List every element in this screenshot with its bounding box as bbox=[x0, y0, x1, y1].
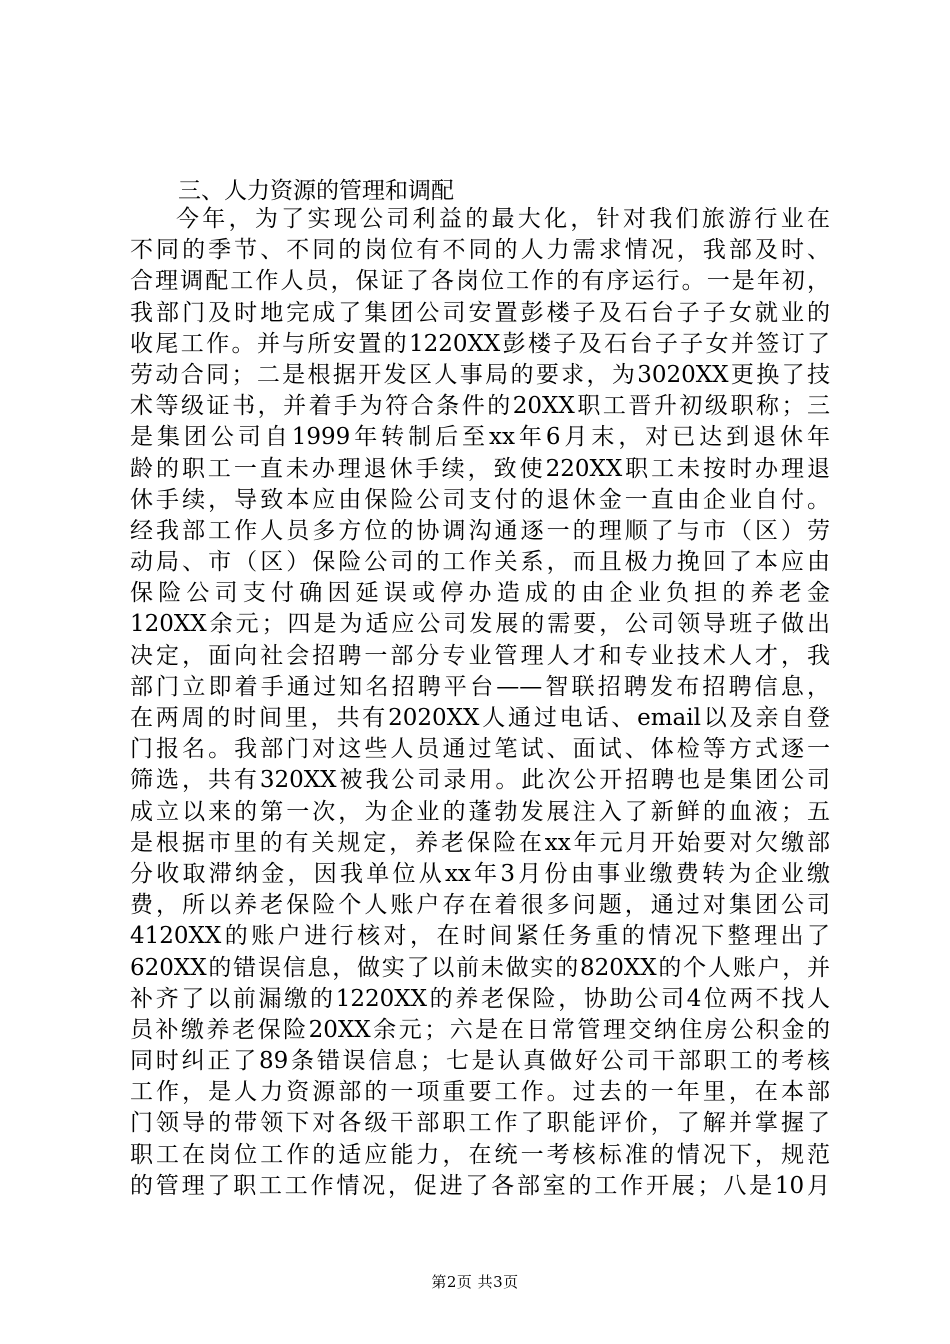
paragraph-line: 劳动合同；二是根据开发区人事局的要求，为3020XX更换了技 bbox=[130, 361, 830, 388]
paragraph-line: 同时纠正了89条错误信息；七是认真做好公司干部职工的考核 bbox=[130, 1048, 830, 1075]
paragraph-line: 在两周的时间里，共有2020XX人通过电话、email以及亲自登 bbox=[130, 705, 830, 731]
paragraph-line: 分收取滞纳金，因我单位从xx年3月份由事业缴费转为企业缴 bbox=[130, 860, 830, 887]
paragraph-line: 合理调配工作人员，保证了各岗位工作的有序运行。一是年初， bbox=[130, 268, 830, 295]
paragraph-line: 员补缴养老保险20XX余元；六是在日常管理交纳住房公积金的 bbox=[130, 1016, 830, 1043]
paragraph-line: 休手续，导致本应由保险公司支付的退休金一直由企业自付。 bbox=[130, 486, 830, 513]
paragraph-line: 120XX余元；四是为适应公司发展的需要，公司领导班子做出 bbox=[130, 611, 830, 638]
paragraph-line: 职工在岗位工作的适应能力，在统一考核标准的情况下，规范 bbox=[130, 1141, 830, 1168]
paragraph-line: 龄的职工一直未办理退休手续，致使220XX职工未按时办理退 bbox=[130, 455, 830, 482]
paragraph-line: 保险公司支付确因延误或停办造成的由企业负担的养老金 bbox=[130, 580, 830, 607]
paragraph-line: 经我部工作人员多方位的协调沟通逐一的理顺了与市（区）劳 bbox=[130, 517, 830, 544]
paragraph-line: 工作，是人力资源部的一项重要工作。过去的一年里，在本部 bbox=[130, 1079, 830, 1106]
paragraph-line: 成立以来的第一次，为企业的蓬勃发展注入了新鲜的血液；五 bbox=[130, 798, 830, 825]
paragraph-line: 门报名。我部门对这些人员通过笔试、面试、体检等方式逐一 bbox=[130, 736, 830, 763]
paragraph-line: 部门立即着手通过知名招聘平台——智联招聘发布招聘信息， bbox=[130, 673, 830, 700]
paragraph-line: 费，所以养老保险个人账户存在着很多问题，通过对集团公司 bbox=[130, 892, 830, 919]
paragraph-line: 筛选，共有320XX被我公司录用。此次公开招聘也是集团公司 bbox=[130, 767, 830, 794]
paragraph-line: 不同的季节、不同的岗位有不同的人力需求情况，我部及时、 bbox=[130, 237, 830, 264]
paragraph-line: 620XX的错误信息，做实了以前未做实的820XX的个人账户，并 bbox=[130, 954, 830, 981]
section-heading: 三、人力资源的管理和调配 bbox=[178, 178, 454, 204]
paragraph-line: 是根据市里的有关规定，养老保险在xx年元月开始要对欠缴部 bbox=[130, 829, 830, 856]
paragraph-line: 决定，面向社会招聘一部分专业管理人才和专业技术人才，我 bbox=[130, 642, 830, 669]
paragraph-line: 今年，为了实现公司利益的最大化，针对我们旅游行业在 bbox=[176, 206, 830, 232]
paragraph-line: 收尾工作。并与所安置的1220XX彭楼子及石台子子女并签订了 bbox=[130, 330, 830, 357]
paragraph-line: 术等级证书，并着手为符合条件的20XX职工晋升初级职称；三 bbox=[130, 393, 830, 420]
paragraph-line: 门领导的带领下对各级干部职工作了职能评价，了解并掌握了 bbox=[130, 1110, 830, 1137]
paragraph-line: 补齐了以前漏缴的1220XX的养老保险，协助公司4位两不找人 bbox=[130, 985, 830, 1012]
paragraph-line: 是集团公司自1999年转制后至xx年6月末，对已达到退休年 bbox=[130, 424, 830, 451]
paragraph-line: 的管理了职工工作情况，促进了各部室的工作开展；八是10月 bbox=[130, 1172, 830, 1199]
body-paragraph bbox=[130, 204, 830, 1202]
paragraph-line: 动局、市（区）保险公司的工作关系，而且极力挽回了本应由 bbox=[130, 549, 830, 576]
page-number-footer: 第2页 共3页 bbox=[431, 1273, 519, 1291]
paragraph-line: 4120XX的账户进行核对，在时间紧任务重的情况下整理出了 bbox=[130, 923, 830, 950]
paragraph-line: 我部门及时地完成了集团公司安置彭楼子及石台子子女就业的 bbox=[130, 299, 830, 326]
